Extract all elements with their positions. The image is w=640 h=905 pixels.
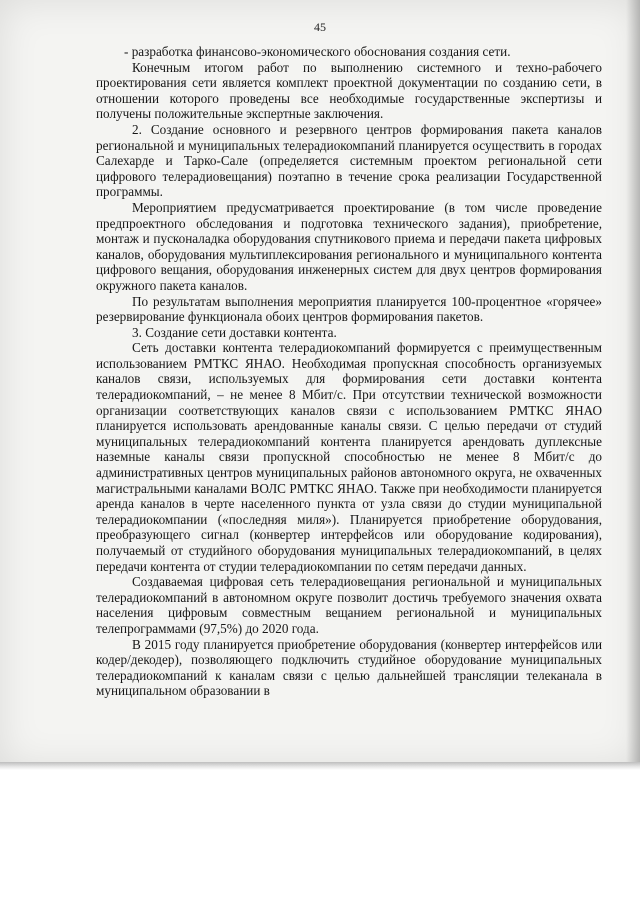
paragraph-5: По результатам выполнения мероприятия планируется 100-процентное «горячее» резервирование функционала обоих центров формирования пакетов. bbox=[96, 293, 602, 325]
paragraph-4: Мероприятием предусматривается проектирование (в том числе проведение предпроектного обследования и подготовка технического задания), приобретение, монтаж и пусконаладка оборудования спутникового приема и передачи пакета цифровых каналов, оборудования мультиплексирования регионального и муниципального контента цифрового вещания, оборудования инженерных систем для двух центров формирования окружного пакета каналов. bbox=[96, 199, 602, 293]
paragraph-9: В 2015 году планируется приобретение оборудования (конвертер интерфейсов или кодер/декодер), позволяющего подключить студийное оборудование муниципальных телерадиокомпаний к каналам связи с целью дальнейшей трансляции телеканала в муниципальном образовании в bbox=[96, 636, 602, 699]
paragraph-7: Сеть доставки контента телерадиокомпаний формируется с преимущественным использованием РМТКС ЯНАО. Необходимая пропускная способность организуемых каналов связи, используемых для формирования сети доставки контента телерадиокомпаний, – не менее 8 Мбит/с. При отсутствии технической возможности организации соответствующих каналов связи с использованием РМТКС ЯНАО планируется использовать арендованные каналы связи. С целью передачи от студий муниципальных телерадиокомпаний контента планируется арендовать дуплексные наземные каналы связи пропускной способностью не менее 8 Мбит/с до административных центров муниципальных районов автономного округа, не охваченных магистральными каналами ВОЛС РМТКС ЯНАО. Также при необходимости планируется аренда каналов в черте населенного пункта от узла связи до студии муниципальной телерадиокомпании («последняя миля»). Планируется приобретение оборудования, преобразующего сигнал (конвертер интерфейсов или оборудование кодирования), получаемый от студийного оборудования муниципальных телерадиокомпаний, в целях передачи контента от студии телерадиокомпании по сетям передачи данных. bbox=[96, 340, 602, 574]
scan-bottom-edge bbox=[0, 762, 640, 770]
scan-right-shadow bbox=[626, 0, 640, 768]
paragraph-3: 2. Создание основного и резервного центров формирования пакета каналов региональной и муниципальных телерадиокомпаний планируется осуществить в городах Салехарде и Тарко-Сале (определяется системным проектом региональной сети цифрового телерадиовещания) поэтапно в течение срока реализации Государственной программы. bbox=[96, 121, 602, 200]
page-number: 45 bbox=[314, 20, 326, 34]
paragraph-1: - разработка финансово-экономического обоснования создания сети. bbox=[124, 44, 511, 59]
paragraph-8: Создаваемая цифровая сеть телерадиовещания региональной и муниципальных телерадиокомпаний в автономном округе позволит достичь требуемого значения охвата населения цифровым совместным вещанием региональной и муниципальных телепрограммами (97,5%) до 2020 года. bbox=[96, 574, 602, 636]
paragraph-2: Конечным итогом работ по выполнению системного и техно-рабочего проектирования сети является комплект проектной документации по созданию сети, в отношении которого проведены все необходимые государственные экспертизы и получены положительные экспертные заключения. bbox=[96, 59, 602, 122]
paragraph-6: 3. Создание сети доставки контента. bbox=[132, 324, 337, 340]
document-body bbox=[96, 44, 602, 699]
